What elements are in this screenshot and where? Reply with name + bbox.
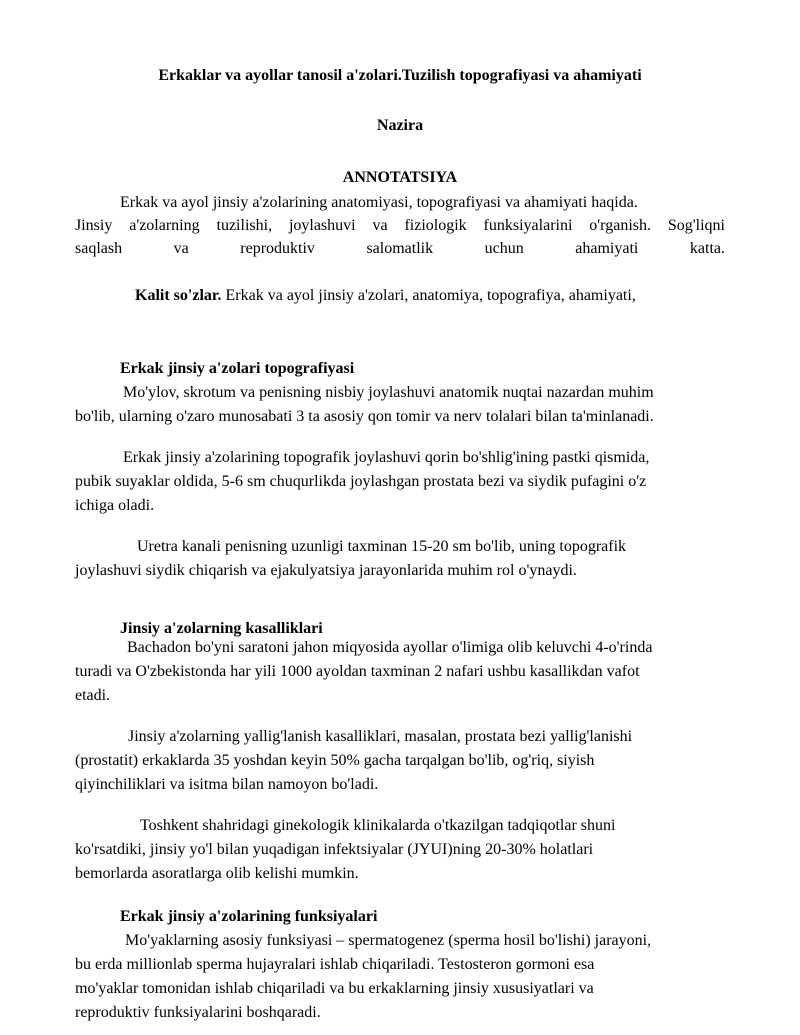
paragraph-line: Uretra kanali penisning uzunligi taxminan 15-20 sm bo'lib, uning topografik bbox=[137, 538, 627, 555]
paragraph-line: bemorlarda asoratlarga olib kelishi mumkin. bbox=[75, 865, 359, 882]
paragraph-line: joylashuvi siydik chiqarish va ejakulyatsiya jarayonlarida muhim rol o'ynaydi. bbox=[75, 562, 577, 579]
paragraph-line: mo'yaklar tomonidan ishlab chiqariladi va bu erkaklarning jinsiy xususiyatlari va bbox=[75, 980, 594, 997]
section-heading: Jinsiy a'zolarning kasalliklari bbox=[120, 620, 323, 637]
paragraph-line: Bachadon bo'yni saratoni jahon miqyosida ayollar o'limiga olib keluvchi 4-o'rinda bbox=[127, 639, 653, 656]
keywords-line bbox=[135, 286, 636, 306]
annotation-line: Erkak va ayol jinsiy a'zolarining anatomiyasi, topografiyasi va ahamiyati haqida. bbox=[120, 194, 638, 211]
paragraph-line: pubik suyaklar oldida, 5-6 sm chuqurlikda joylashgan prostata bezi va siydik pufagini o'z bbox=[75, 473, 647, 490]
annotation-line: saqlash va reproduktiv salomatlik uchun ahamiyati katta. bbox=[75, 240, 725, 257]
paragraph-line: qiyinchiliklari va isitma bilan namoyon bo'ladi. bbox=[75, 776, 379, 793]
paragraph-line: ichiga oladi. bbox=[75, 497, 155, 514]
section-heading: Erkak jinsiy a'zolarining funksiyalari bbox=[120, 908, 378, 925]
author-name: Nazira bbox=[376, 117, 424, 134]
paragraph-line: turadi va O'zbekistonda har yili 1000 ayoldan taxminan 2 nafari ushbu kasallikdan vafot bbox=[75, 663, 640, 680]
keywords-text: Erkak va ayol jinsiy a'zolari, anatomiya, topografiya, ahamiyati, bbox=[225, 287, 636, 304]
annotation-heading: ANNOTATSIYA bbox=[342, 169, 458, 186]
document-title: Erkaklar va ayollar tanosil a'zolari.Tuzilish topografiyasi va ahamiyati bbox=[158, 67, 642, 84]
paragraph-line: Mo'yaklarning asosiy funksiyasi – spermatogenez (sperma hosil bo'lishi) jarayoni, bbox=[125, 932, 652, 949]
keywords-label: Kalit so'zlar. bbox=[135, 287, 222, 304]
paragraph-line: ko'rsatdiki, jinsiy yo'l bilan yuqadigan infektsiyalar (JYUI)ning 20-30% holatlari bbox=[75, 841, 594, 858]
paragraph-line: (prostatit) erkaklarda 35 yoshdan keyin 50% gacha tarqalgan bo'lib, og'riq, siyish bbox=[75, 752, 595, 769]
paragraph-line: reproduktiv funksiyalarini boshqaradi. bbox=[75, 1004, 321, 1021]
paragraph-line: bo'lib, ularning o'zaro munosabati 3 ta asosiy qon tomir va nerv tolalari bilan ta'minlanadi. bbox=[75, 408, 654, 425]
paragraph-line: Erkak jinsiy a'zolarining topografik joylashuvi qorin bo'shlig'ining pastki qismida, bbox=[123, 449, 650, 466]
section-heading: Erkak jinsiy a'zolari topografiyasi bbox=[120, 360, 355, 377]
paragraph-line: bu erda millionlab sperma hujayralari ishlab chiqariladi. Testosteron gormoni esa bbox=[75, 956, 595, 973]
paragraph-line: Jinsiy a'zolarning yallig'lanish kasalliklari, masalan, prostata bezi yallig'lanishi bbox=[128, 728, 633, 745]
paragraph-line: Mo'ylov, skrotum va penisning nisbiy joylashuvi anatomik nuqtai nazardan muhim bbox=[123, 384, 654, 401]
paragraph-line: Toshkent shahridagi ginekologik klinikalarda o'tkazilgan tadqiqotlar shuni bbox=[140, 817, 616, 834]
annotation-line: Jinsiy a'zolarning tuzilishi, joylashuvi va fiziologik funksiyalarini o'rganish. Sog'liqni bbox=[75, 217, 725, 234]
paragraph-line: etadi. bbox=[75, 687, 111, 704]
